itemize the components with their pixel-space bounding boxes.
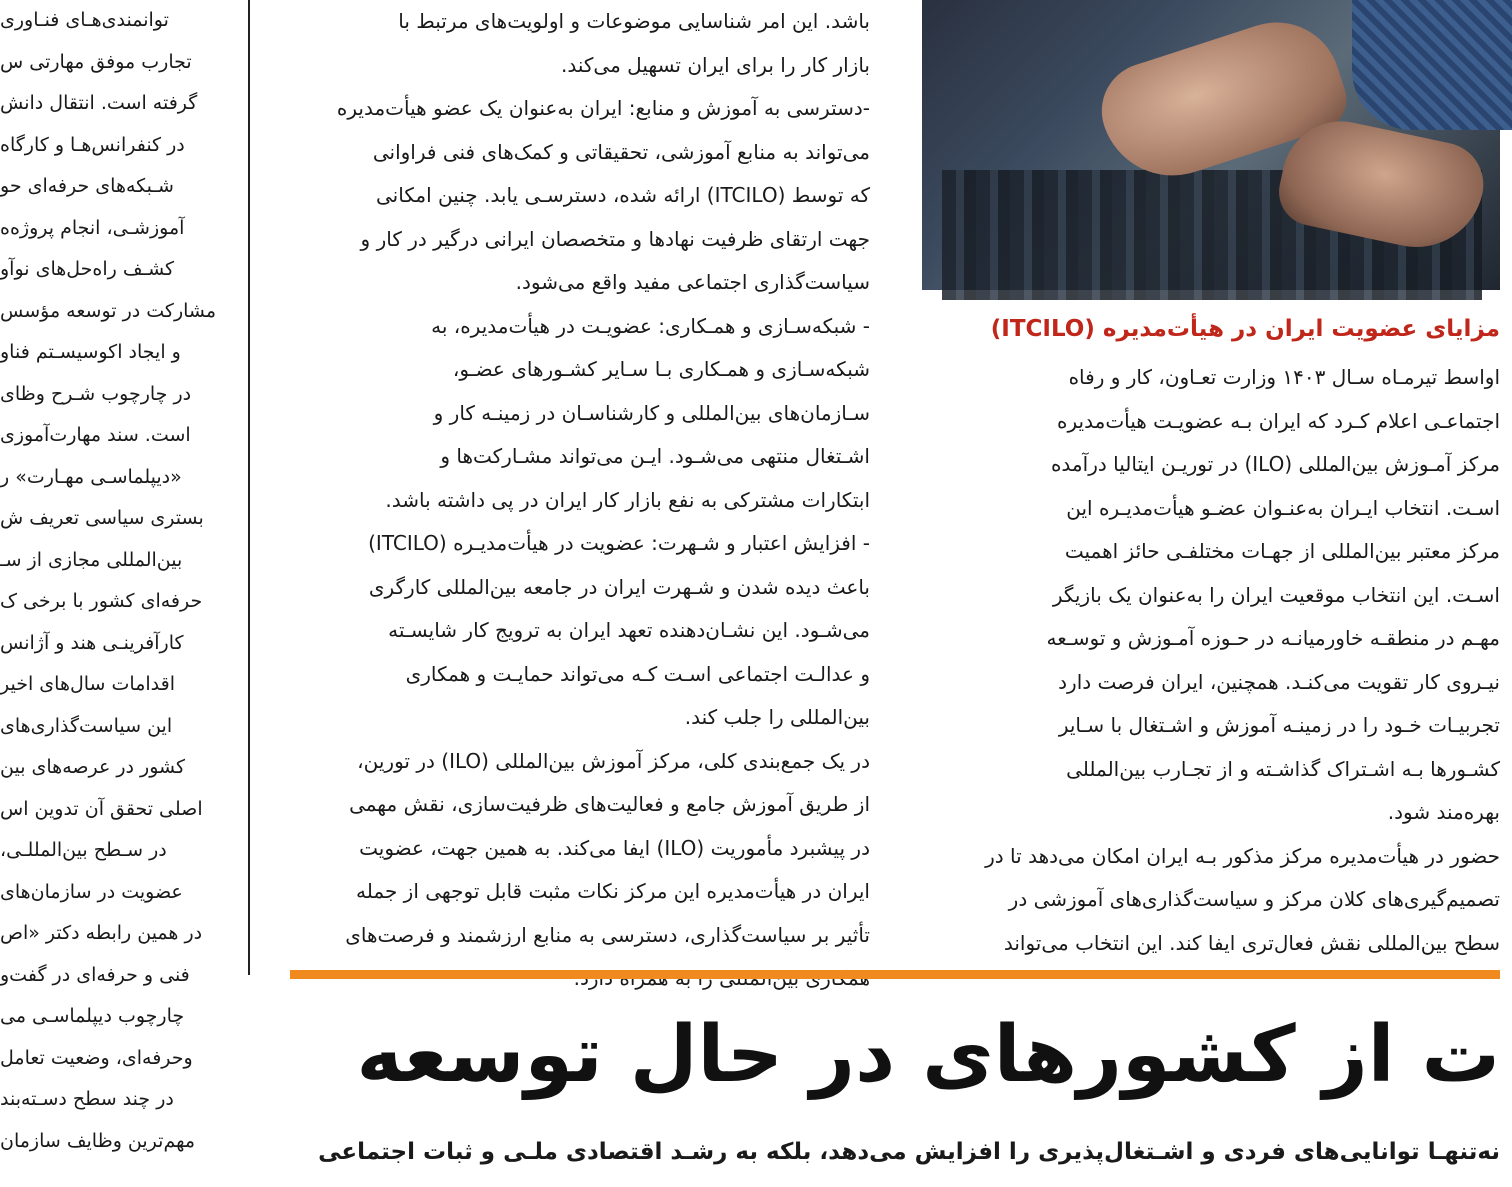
text-line: تصمیم‌گیری‌های کلان مرکز و سیاست‌گذاری‌های آموزشی در <box>1008 887 1500 911</box>
text-line: توانمندی‌هـای فنـاوری <box>0 9 169 31</box>
text-line: مشارکت در توسعه مؤسس <box>0 299 217 322</box>
article-photo <box>922 0 1500 290</box>
text-line: جهت ارتقای ظرفیت نهادها و متخصصان ایرانی درگیر در کار و <box>360 226 870 251</box>
text-line: است. سند مهارت‌آموزی <box>0 424 191 446</box>
text-line: سـازمان‌های بین‌المللی و کارشناسـان در زمینـه کار و <box>433 400 870 425</box>
text-line: این سیاست‌گذاری‌های <box>0 714 173 737</box>
text-line: اجتماعـی اعلام کـرد که ایران بـه عضویـت هیأت‌مدیره <box>1057 408 1500 433</box>
text-line: بین‌المللی مجازی از سـ <box>0 548 183 571</box>
text-line: و ایجاد اکوسیسـتم فناو <box>0 341 181 363</box>
text-line: مهـم در منطقـه خاورمیانـه در حـوزه آمـوزش و توسـعه <box>1046 626 1500 650</box>
text-line: اشـتغال منتهی می‌شـود. ایـن می‌تواند مشـارکت‌ها و <box>440 444 870 468</box>
text-line: مهم‌ترین وظایف سازمان <box>0 1129 196 1152</box>
text-line: در چند سطح دسـته‌بند <box>0 1088 174 1110</box>
text-line: در پیشبرد مأموریت (ILO) ایفا می‌کند. به همین جهت، عضویت <box>359 835 870 860</box>
section-subheading: مزایای عضویت ایران در هیأت‌مدیره (ITCILO) <box>990 316 1500 342</box>
text-line: - شبکه‌سـازی و همـکاری: عضویـت در هیأت‌مدیره، به <box>431 313 870 338</box>
text-line: آموزشـی، انجام پروژه‌ه <box>0 216 185 239</box>
text-line: تجارب موفق مهارتی س <box>0 50 192 73</box>
text-line: تأثیر بر سیاست‌گذاری، دسترسی به منابع ارزشمند و فرصت‌های <box>345 922 870 947</box>
text-line: سطح بین‌المللی نقش فعال‌تری ایفا کند. این انتخاب می‌تواند <box>1003 930 1500 955</box>
text-line: در کنفرانس‌هـا و کارگاه <box>0 133 185 156</box>
text-line: وحرفه‌ای، وضعیت تعامل <box>0 1046 193 1069</box>
text-line: بین‌المللی را جلب کند. <box>684 705 870 729</box>
text-line: کشـورها بـه اشـتراک گذاشـته و از تجـارب بین‌المللی <box>1066 756 1500 781</box>
text-line: اصلی تحقق آن تدوین اس <box>0 797 203 820</box>
text-line: بستری سیاسی تعریف ش <box>0 507 204 529</box>
text-line: اقدامات سال‌های اخیر <box>0 673 175 695</box>
text-line: اواسط تیرمـاه سـال ۱۴۰۳ وزارت تعـاون، کار و رفاه <box>1068 365 1500 389</box>
text-line: و عدالـت اجتماعی اسـت کـه می‌تواند حمایـت و همکاری <box>405 661 870 686</box>
text-line: اسـت. انتخاب ایـران به‌عنـوان عضـو هیأت‌مدیـره این <box>1066 495 1500 520</box>
lead-paragraph: نه‌تنهـا توانایی‌های فردی و اشـتغال‌پذیری را افزایش می‌دهد، بلکه به رشـد اقتصادی ملـی و ثبات اجتماعی <box>318 1139 1500 1165</box>
column-divider <box>248 0 250 975</box>
text-line: از طریق آموزش جامع و فعالیت‌های ظرفیت‌سازی، نقش مهمی <box>349 792 870 816</box>
text-line: باعث دیده شدن و شـهرت ایران در جامعه بین‌المللی کارگری <box>368 574 870 599</box>
text-line: می‌تواند به منابع آموزشی، تحقیقاتی و کمک‌های فنی فراوانی <box>372 139 870 164</box>
text-line: بهره‌مند شود. <box>1387 800 1500 824</box>
text-line: در چارچوب شـرح وظای <box>0 382 192 405</box>
text-line: کشور در عرصه‌های بین <box>0 756 186 778</box>
text-line: باشد. این امر شناسایی موضوعات و اولویت‌های مرتبط با <box>398 9 870 33</box>
headline: ت از کشورهای در حال توسعه <box>356 1010 1500 1100</box>
text-line: در سـطح بین‌المللـی، <box>0 839 167 861</box>
text-line: ایران در هیأت‌مدیره این مرکز نکات مثبت قابل توجهی از جمله <box>356 879 870 903</box>
text-line: در همین رابطه دکتر «اص <box>0 922 203 944</box>
text-line: سیاست‌گذاری اجتماعی مفید واقع می‌شود. <box>515 270 870 294</box>
text-line: تجربیـات خـود را در زمینـه آموزش و اشـتغال با سـایر <box>1058 713 1500 737</box>
text-line: شـبکه‌های حرفه‌ای حو <box>0 175 174 197</box>
text-line: که توسط (ITCILO) ارائه شده، دسترسـی یابد. چنین امکانی <box>376 183 870 207</box>
text-line: «دیپلماسـی مهـارت» ر <box>0 465 182 488</box>
text-line: می‌شـود. این نشـان‌دهنده تعهد ایران به ترویج کار شایسـته <box>388 618 870 642</box>
middle-article-column <box>290 0 870 965</box>
text-line: حرفه‌ای کشور با برخی ک <box>0 590 203 612</box>
text-line: کارآفرینـی هند و آژانس <box>0 631 184 654</box>
text-line: اسـت. این انتخاب موقعیت ایران را به‌عنوان یک بازیگر <box>1052 582 1500 607</box>
text-line: گرفته است. انتقال دانش <box>0 92 198 114</box>
text-line: - افزایش اعتبار و شـهرت: عضویت در هیأت‌مدیـره (ITCILO) <box>368 531 870 555</box>
text-line: ابتکارات مشترکی به نفع بازار کار ایران در پی داشته باشد. <box>385 487 870 512</box>
text-line: مرکز معتبر بین‌المللی از جهـات مختلفـی حائز اهمیت <box>1064 539 1500 563</box>
left-article-column <box>0 0 232 1187</box>
sleeve-shape <box>1352 0 1512 130</box>
text-line: فنی و حرفه‌ای در گفت‌و <box>0 963 190 986</box>
right-article-column <box>922 356 1500 956</box>
text-line: حضور در هیأت‌مدیره مرکز مذکور بـه ایران امکان می‌دهد تا در <box>985 843 1500 868</box>
text-line: عضویت در سازمان‌های <box>0 880 183 903</box>
text-line: نیـروی کار تقویت می‌کنـد. همچنین، ایران فرصت دارد <box>1058 669 1500 694</box>
text-line: -دسترسی به آموزش و منابع: ایران به‌عنوان یک عضو هیأت‌مدیره <box>336 96 870 120</box>
text-line: در یک جمع‌بندی کلی، مرکز آموزش بین‌المللی (ILO) در تورین، <box>357 748 870 773</box>
text-line: شبکه‌سـازی و همـکاری بـا سـایر کشـورهای عضـو، <box>452 357 870 381</box>
text-line: مرکز آمـوزش بین‌المللی (ILO) در توریـن ایتالیا درآمده <box>1050 452 1500 476</box>
text-line: کشـف راه‌حل‌های نوآو <box>0 258 175 280</box>
text-line: چارچوب دیپلماسـی می <box>0 1005 185 1027</box>
orange-divider <box>290 970 1500 979</box>
text-line: بازار کار را برای ایران تسهیل می‌کند. <box>561 52 870 77</box>
